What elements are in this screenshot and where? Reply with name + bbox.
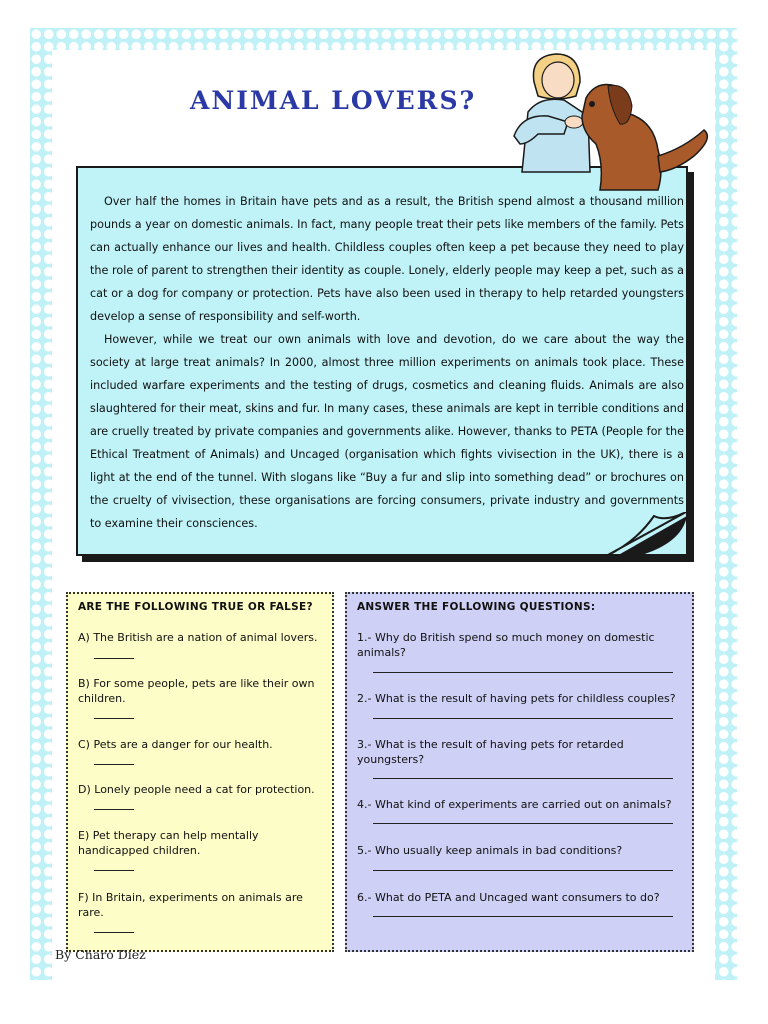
answer-blank[interactable] bbox=[94, 809, 134, 810]
question-1 bbox=[357, 630, 677, 660]
item-label: B) bbox=[78, 677, 90, 690]
question-text: What is the result of having pets for childless couples? bbox=[374, 692, 676, 705]
question-label: 2.- bbox=[357, 692, 372, 705]
true-false-exercise bbox=[66, 592, 334, 952]
item-label: A) bbox=[78, 631, 90, 644]
item-text: The British are a nation of animal lovers. bbox=[93, 631, 318, 644]
answer-blank[interactable] bbox=[94, 932, 134, 933]
question-label: 3.- bbox=[357, 738, 372, 751]
true-false-item-a bbox=[78, 630, 326, 645]
true-false-item-e bbox=[78, 828, 326, 858]
question-text: What is the result of having pets for retarded youngsters? bbox=[357, 738, 624, 766]
question-text: Why do British spend so much money on domestic animals? bbox=[357, 631, 655, 659]
question-label: 5.- bbox=[357, 844, 372, 857]
questions-heading: ANSWER THE FOLLOWING QUESTIONS: bbox=[357, 601, 596, 613]
item-text: Lonely people need a cat for protection. bbox=[94, 783, 315, 796]
answer-line[interactable] bbox=[373, 778, 673, 779]
reading-note bbox=[76, 166, 688, 556]
answer-line[interactable] bbox=[373, 870, 673, 871]
answer-line[interactable] bbox=[373, 672, 673, 673]
item-text: In Britain, experiments on animals are rare. bbox=[78, 891, 303, 919]
item-label: C) bbox=[78, 738, 90, 751]
item-label: E) bbox=[78, 829, 90, 842]
reading-paragraph-2: However, while we treat our own animals with love and devotion, do we care about the way the society at large treat animals? In 2000, almost three million experiments on animals took place. These included warfare experiments and the testing of drugs, cosmetics and cleaning fluids. Animals are also slaughtered for their meat, skins and fur. In many cases, these animals are kept in terrible conditions and are cruelly treated by private companies and governments alike. However, thanks to PETA (People for the Ethical Treatment of Animals) and Uncaged (organisation which fights vivisection in the UK), there is a light at the end of the tunnel. With slogans like “Buy a fur and slip into something dead” or brochures on the cruelty of vivisection, these organisations are forcing consumers, private industry and governments to examine their consciences. bbox=[90, 333, 684, 530]
page-title: ANIMAL LOVERS? bbox=[190, 86, 477, 115]
author-credit: By Charo Díez bbox=[55, 947, 146, 962]
questions-exercise bbox=[345, 592, 694, 952]
question-text: Who usually keep animals in bad conditions? bbox=[374, 844, 623, 857]
question-4 bbox=[357, 797, 677, 812]
answer-blank[interactable] bbox=[94, 870, 134, 871]
reading-paragraph-1: Over half the homes in Britain have pets and as a result, the British spend almost a thousand million pounds a year on domestic animals. In fact, many people treat their pets like members of the family. Pets can actually enhance our lives and health. Childless couples often keep a pet because they need to play the role of parent to strengthen their identity as couple. Lonely, elderly people may keep a pet, such as a cat or a dog for company or protection. Pets have also been used in therapy to help retarded youngsters develop a sense of responsibility and self-worth. bbox=[90, 195, 684, 323]
answer-blank[interactable] bbox=[94, 718, 134, 719]
true-false-heading: ARE THE FOLLOWING TRUE OR FALSE? bbox=[78, 601, 313, 613]
question-label: 4.- bbox=[357, 798, 372, 811]
answer-line[interactable] bbox=[373, 718, 673, 719]
answer-blank[interactable] bbox=[94, 764, 134, 765]
true-false-item-c bbox=[78, 737, 326, 752]
answer-line[interactable] bbox=[373, 916, 673, 917]
question-3 bbox=[357, 737, 677, 767]
answer-line[interactable] bbox=[373, 823, 673, 824]
page-curl-icon bbox=[606, 512, 696, 564]
true-false-item-d bbox=[78, 782, 326, 797]
question-text: What do PETA and Uncaged want consumers to do? bbox=[374, 891, 660, 904]
question-label: 1.- bbox=[357, 631, 372, 644]
item-text: Pet therapy can help mentally handicapped children. bbox=[78, 829, 259, 857]
question-5 bbox=[357, 843, 677, 858]
girl-hugging-dog-illustration bbox=[508, 52, 718, 192]
question-text: What kind of experiments are carried out on animals? bbox=[374, 798, 672, 811]
item-text: For some people, pets are like their own children. bbox=[78, 677, 315, 705]
reading-text bbox=[90, 190, 684, 535]
item-label: F) bbox=[78, 891, 89, 904]
item-text: Pets are a danger for our health. bbox=[93, 738, 273, 751]
answer-blank[interactable] bbox=[94, 658, 134, 659]
true-false-item-f bbox=[78, 890, 326, 920]
question-6 bbox=[357, 890, 677, 905]
question-2 bbox=[357, 691, 677, 706]
item-label: D) bbox=[78, 783, 91, 796]
question-label: 6.- bbox=[357, 891, 372, 904]
true-false-item-b bbox=[78, 676, 326, 706]
